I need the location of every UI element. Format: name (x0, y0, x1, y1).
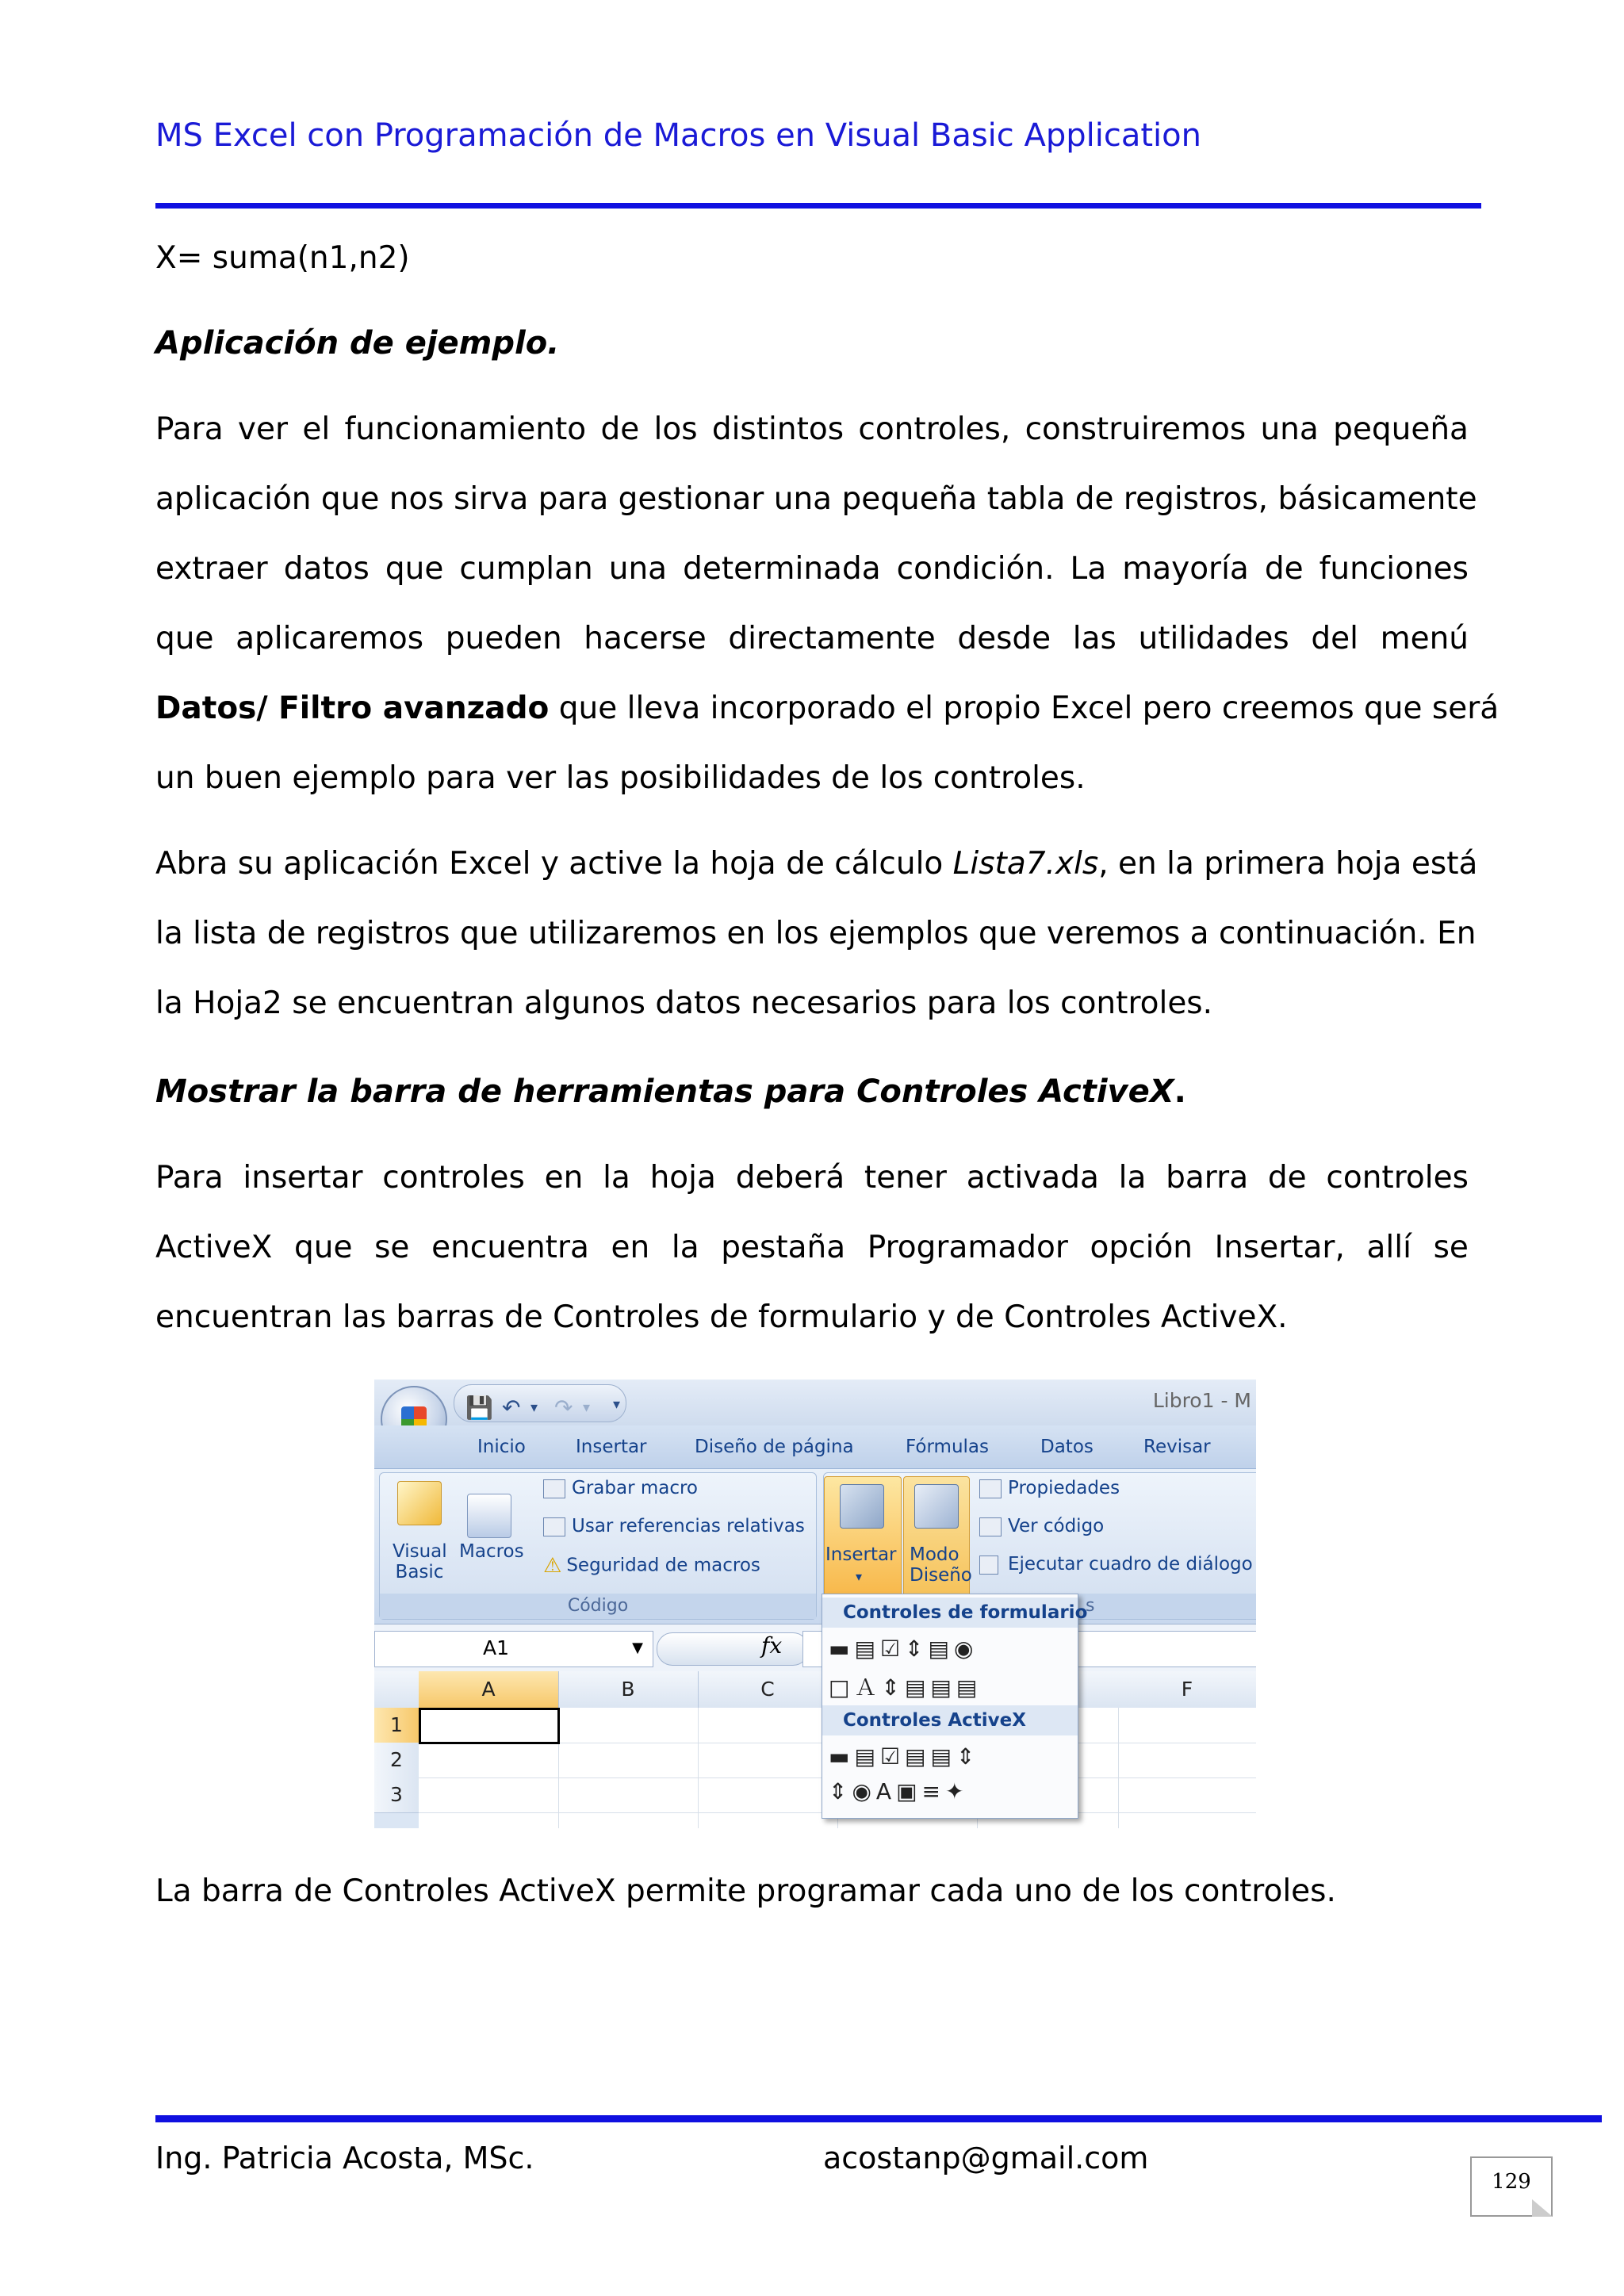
word: barra (1166, 1160, 1249, 1196)
word: que (155, 621, 214, 656)
scroll-bar-icon[interactable]: ⇕ (881, 1674, 905, 1701)
word: se (374, 1230, 410, 1265)
word: directamente (728, 621, 936, 656)
active-cell-a1[interactable] (419, 1708, 560, 1744)
combo-list-icon[interactable]: ▤ (930, 1674, 956, 1701)
word: deberá (735, 1160, 845, 1196)
visual-basic-label-1: Visual (393, 1541, 447, 1562)
word: Para (155, 411, 224, 447)
spin-button-icon[interactable]: ⇕ (905, 1636, 929, 1662)
properties-icon (979, 1479, 1002, 1498)
word: ActiveX (155, 1230, 273, 1265)
word: que (294, 1230, 353, 1265)
relative-reference-icon (543, 1517, 565, 1536)
page-fold-icon (1532, 2199, 1553, 2217)
activex-controls-header: Controles ActiveX (822, 1705, 1078, 1735)
activex-button-icon[interactable]: ▬ (829, 1743, 855, 1770)
p2-line-2: la lista de registros que utilizaremos en los ejemplos que veremos a continuación. En (155, 916, 1477, 951)
grid-line (698, 1708, 699, 1828)
quick-access-toolbar (374, 1380, 1256, 1425)
word: funcionamiento (344, 411, 587, 447)
column-headers (374, 1671, 1256, 1709)
design-mode-icon (914, 1484, 959, 1529)
word: cumplan (459, 551, 593, 587)
word: activada (966, 1160, 1099, 1196)
activex-option-icon[interactable]: ◉ (852, 1778, 876, 1804)
name-box[interactable] (374, 1631, 653, 1667)
word: de (1264, 551, 1304, 587)
word: desde (957, 621, 1051, 656)
word: La (1070, 551, 1107, 587)
diseno-label: Diseño (910, 1565, 972, 1586)
view-code-icon (979, 1517, 1002, 1536)
window-title: Libro1 - M (1152, 1389, 1251, 1412)
macros-icon[interactable] (467, 1494, 511, 1538)
row-header-2[interactable]: 2 (374, 1743, 419, 1778)
activex-listbox-icon[interactable]: ▤ (905, 1743, 931, 1770)
p1-line-2: aplicación que nos sirva para gestionar una pequeña tabla de registros, básicamente (155, 481, 1477, 517)
word: utilidades (1138, 621, 1289, 656)
group-codigo-caption: Código (380, 1594, 816, 1619)
seguridad-label: Seguridad de macros (566, 1555, 760, 1576)
option-button-icon[interactable]: ◉ (953, 1636, 979, 1662)
word: menú (1380, 621, 1469, 656)
activex-label-icon[interactable]: A (875, 1778, 897, 1804)
p1-line-5 (155, 674, 1500, 744)
grabar-macro-button[interactable] (543, 1478, 698, 1498)
word: condición. (896, 551, 1055, 587)
column-header-b[interactable]: B (558, 1671, 699, 1708)
footer-email: acostanp@gmail.com (823, 2141, 1149, 2175)
column-header-a[interactable]: A (419, 1671, 559, 1708)
ejecutar-dialogo-button[interactable] (979, 1554, 1253, 1575)
word: los (653, 411, 698, 447)
word: distintos (711, 411, 845, 447)
word: Insertar, (1214, 1230, 1345, 1265)
heading-aplicacion-ejemplo: Aplicación de ejemplo. (155, 325, 560, 362)
word: pestaña (721, 1230, 846, 1265)
label-control-icon[interactable]: Ａ (854, 1674, 882, 1701)
grabar-macro-label: Grabar macro (572, 1478, 699, 1498)
warning-icon: ⚠ (543, 1554, 562, 1578)
group-controles-caption: s (824, 1594, 1256, 1619)
column-header-f[interactable]: F (1181, 1678, 1193, 1701)
word: Para (155, 1160, 224, 1196)
word: en (611, 1230, 650, 1265)
run-dialog-icon (979, 1556, 998, 1575)
document-header-title: MS Excel con Programación de Macros en Visual Basic Application (155, 117, 1201, 154)
word: las (1072, 621, 1116, 656)
p2-line-1-a: Abra su aplicación Excel y active la hoja de cálculo (155, 846, 953, 882)
bold-menu-path: Datos/ Filtro avanzado (155, 691, 550, 726)
ver-codigo-button[interactable] (979, 1516, 1104, 1536)
word: la (603, 1160, 630, 1196)
word: hacerse (584, 621, 707, 656)
word: Programador (867, 1230, 1068, 1265)
word: datos (283, 551, 370, 587)
ribbon-tabs (374, 1425, 1256, 1468)
word: insertar (243, 1160, 363, 1196)
usar-referencias-button[interactable] (543, 1516, 805, 1536)
footer-rule (155, 2115, 1602, 2122)
modo-diseno-label (910, 1544, 972, 1586)
word: pueden (445, 621, 562, 656)
word: pequeña (1333, 411, 1469, 447)
propiedades-label: Propiedades (1008, 1478, 1120, 1498)
group-codigo (379, 1472, 817, 1620)
grid-line (1118, 1708, 1119, 1828)
p3-line-3: encuentran las barras de Controles de formulario y de Controles ActiveX. (155, 1299, 1288, 1335)
activex-toggle-icon[interactable]: ≡ (921, 1778, 945, 1804)
heading-2-text: Mostrar la barra de herramientas para Controles ActiveX (155, 1073, 1174, 1110)
header-rule (155, 203, 1481, 209)
group-box-icon[interactable]: □ (829, 1674, 855, 1701)
p1-line-6: un buen ejemplo para ver las posibilidades de los controles. (155, 760, 1086, 796)
insert-controls-dropdown (822, 1594, 1088, 1819)
column-header-c[interactable]: C (698, 1671, 838, 1708)
activex-spin-icon[interactable]: ⇕ (829, 1778, 852, 1804)
word: se (1433, 1230, 1469, 1265)
paragraph-1 (155, 395, 1500, 813)
tab-insertar[interactable]: Insertar (576, 1437, 647, 1457)
paragraph-2 (155, 829, 1478, 1039)
quick-access-bar (454, 1384, 626, 1422)
activex-textbox-icon[interactable]: ▤ (930, 1743, 956, 1770)
combo-box-icon[interactable]: ▤ (854, 1636, 880, 1662)
visual-basic-button[interactable] (393, 1541, 446, 1582)
word: aplicaremos (236, 621, 424, 656)
ver-codigo-label: Ver código (1008, 1516, 1105, 1536)
button-control-icon[interactable]: ▬ (829, 1636, 855, 1662)
word: del (1311, 621, 1358, 656)
combo-dropdown-icon[interactable]: ▤ (956, 1674, 982, 1701)
p1-line-1 (155, 395, 1469, 465)
row-header-1[interactable]: 1 (374, 1708, 419, 1743)
seguridad-macros-button[interactable] (543, 1554, 760, 1578)
save-icon[interactable]: 💾 (465, 1395, 493, 1421)
tab-formulas[interactable]: Fórmulas (906, 1437, 989, 1457)
insertar-label: Insertar (825, 1544, 897, 1565)
select-all-corner[interactable] (374, 1671, 419, 1708)
propiedades-button[interactable] (979, 1478, 1120, 1498)
formula-bar-handle[interactable] (657, 1632, 809, 1666)
word: determinada (683, 551, 881, 587)
tab-datos[interactable]: Datos (1040, 1437, 1094, 1457)
undo-dropdown-icon[interactable]: ▾ (530, 1399, 538, 1416)
formula-line (155, 224, 1469, 293)
visual-basic-label-2: Basic (395, 1562, 444, 1582)
form-controls-row-2 (829, 1670, 982, 1702)
word: encuentra (431, 1230, 589, 1265)
modo-label: Modo (910, 1544, 959, 1565)
record-macro-icon (543, 1479, 565, 1498)
p3-line-2 (155, 1213, 1469, 1283)
word: controles (1326, 1160, 1469, 1196)
word: una (608, 551, 668, 587)
page-number: 129 (1492, 2170, 1531, 2194)
form-controls-row-1 (829, 1636, 978, 1662)
word: extraer (155, 551, 268, 587)
redo-icon[interactable]: ↷ (554, 1395, 573, 1421)
formula-bar (374, 1624, 1256, 1673)
word: de (1267, 1160, 1307, 1196)
activex-checkbox-icon[interactable]: ☑ (879, 1743, 906, 1770)
activex-controls-row-2 (829, 1778, 968, 1804)
visual-basic-icon[interactable] (397, 1481, 442, 1525)
p3-line-1 (155, 1143, 1469, 1213)
word: hoja (649, 1160, 716, 1196)
word: la (671, 1230, 699, 1265)
word: en (544, 1160, 584, 1196)
insertar-dropdown-icon: ▾ (856, 1569, 863, 1584)
tab-inicio[interactable]: Inicio (477, 1437, 526, 1457)
ejecutar-label: Ejecutar cuadro de diálogo (1008, 1554, 1253, 1575)
word: ver (237, 411, 289, 447)
word: construiremos (1025, 411, 1247, 447)
activex-controls-row-1 (829, 1743, 979, 1770)
list-box-icon[interactable]: ▤ (928, 1636, 954, 1662)
p2-line-3: la Hoja2 se encuentran algunos datos necesarios para los controles. (155, 985, 1213, 1021)
text-field-icon[interactable]: ▤ (904, 1674, 931, 1701)
page-number-box (1470, 2156, 1553, 2217)
filename-italic: Lista7.xls (952, 846, 1099, 882)
tab-diseno-pagina[interactable]: Diseño de página (695, 1437, 854, 1457)
word: de (600, 411, 640, 447)
checkbox-control-icon[interactable]: ☑ (879, 1636, 906, 1662)
excel-ribbon-screenshot (374, 1380, 1256, 1828)
insert-controls-icon (840, 1484, 884, 1529)
word: controles (382, 1160, 525, 1196)
ribbon-panel (374, 1468, 1256, 1624)
macros-button[interactable]: Macros (459, 1541, 524, 1562)
row-header-3[interactable]: 3 (374, 1777, 419, 1813)
name-box-value: A1 (483, 1636, 510, 1659)
activex-combo-icon[interactable]: ▤ (854, 1743, 880, 1770)
word: el (302, 411, 331, 447)
p2-line-1 (155, 829, 1478, 899)
tab-revisar[interactable]: Revisar (1143, 1437, 1211, 1457)
heading-mostrar-barra (155, 1073, 1186, 1110)
function-icon[interactable]: fx (761, 1632, 783, 1659)
activex-scrollbar-icon[interactable]: ⇕ (956, 1743, 980, 1770)
word: controles, (858, 411, 1011, 447)
heading-2-dot: . (1174, 1073, 1186, 1110)
activex-image-icon[interactable]: ▣ (896, 1778, 922, 1804)
redo-dropdown-icon[interactable]: ▾ (583, 1399, 591, 1416)
paragraph-3 (155, 1143, 1469, 1353)
footer-author: Ing. Patricia Acosta, MSc. (155, 2141, 534, 2175)
word: mayoría (1122, 551, 1249, 587)
p1-line-5-rest: que lleva incorporado el propio Excel pero creemos que será (549, 691, 1500, 726)
word: una (1260, 411, 1319, 447)
usar-referencias-label: Usar referencias relativas (572, 1516, 805, 1536)
p2-line-1-b: , en la primera hoja está (1098, 846, 1478, 882)
form-controls-header: Controles de formulario (822, 1598, 1078, 1628)
formula-text: X= suma(n1,n2) (155, 240, 410, 276)
more-controls-icon[interactable]: ✦ (945, 1778, 969, 1804)
undo-icon[interactable]: ↶ (502, 1395, 521, 1421)
customize-qat-icon[interactable]: ▾ (613, 1396, 621, 1413)
word: opción (1090, 1230, 1193, 1265)
word: la (1118, 1160, 1147, 1196)
name-box-dropdown-icon[interactable]: ▼ (632, 1640, 643, 1656)
p1-line-3 (155, 534, 1469, 604)
word: allí (1366, 1230, 1411, 1265)
p1-line-4 (155, 604, 1469, 674)
caption-text: La barra de Controles ActiveX permite programar cada uno de los controles. (155, 1873, 1336, 1909)
word: que (385, 551, 444, 587)
word: funciones (1319, 551, 1469, 587)
word: tener (864, 1160, 947, 1196)
caption-paragraph (155, 1857, 1469, 1927)
